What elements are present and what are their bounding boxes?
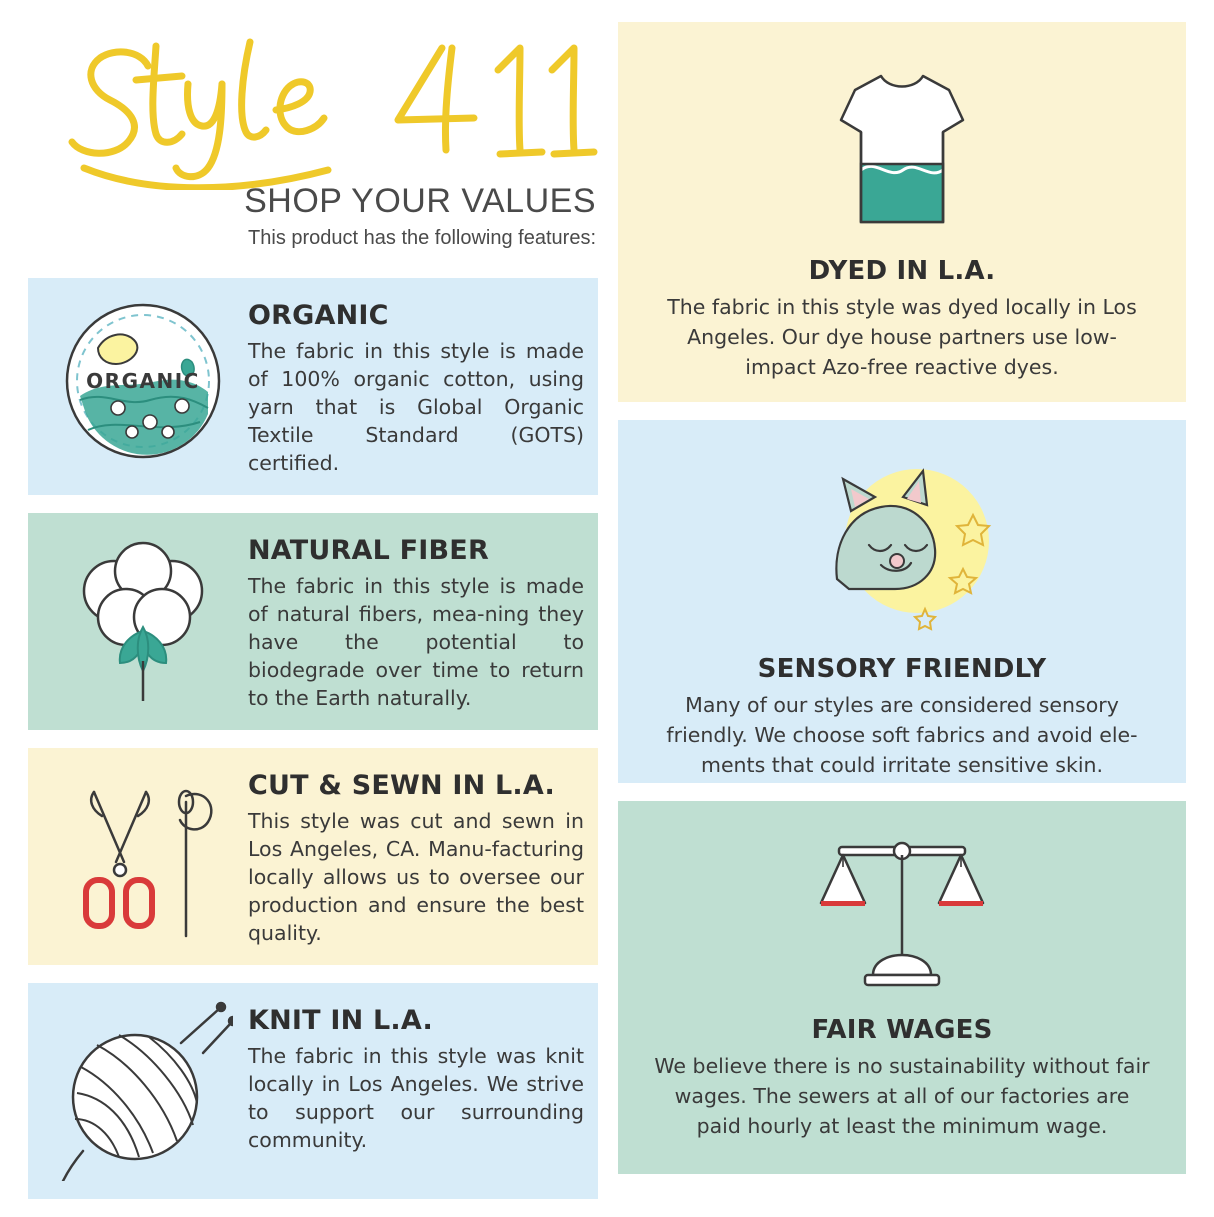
feature-card-organic: [28, 278, 598, 495]
header: [28, 0, 598, 250]
sleeping-cat-moon-icon: [652, 444, 1152, 644]
dyed-tshirt-icon: [652, 46, 1152, 246]
card-body: We believe there is no sustainability without fair wages. The sewers at all of our factories are paid hourly at least the minimum wage.: [654, 1054, 1150, 1138]
subtagline: This product has the following features:: [248, 227, 596, 249]
card-title: FAIR WAGES: [811, 1015, 993, 1045]
feature-card-fair-wages: [618, 801, 1186, 1174]
card-title: SENSORY FRIENDLY: [757, 654, 1047, 684]
yarn-ball-icon: [38, 1001, 248, 1181]
card-body: The fabric in this style was knit locally in Los Angeles. We strive to support our surrounding community.: [248, 1044, 584, 1152]
card-title: KNIT IN L.A.: [248, 1005, 433, 1036]
feature-card-dyed: [618, 22, 1186, 402]
card-text: [248, 296, 588, 477]
card-body: The fabric in this style is made of natural fibers, mea-ning they have the potential to biodegrade over time to return to the Earth naturally.: [248, 574, 584, 710]
cotton-boll-icon: [38, 531, 248, 706]
right-column: [618, 22, 1186, 1192]
card-body: The fabric in this style was dyed locally in Los Angeles. Our dye house partners use low-impact Azo-free reactive dyes.: [667, 295, 1137, 379]
card-title: ORGANIC: [248, 300, 389, 331]
card-body: Many of our styles are considered sensory friendly. We choose soft fabrics and avoid ele-ments that could irritate sensitive skin.: [666, 693, 1138, 777]
card-body: This style was cut and sewn in Los Angeles, CA. Manu-facturing locally allows us to oversee our production and ensure the best quality.: [248, 809, 584, 945]
scissors-needle-icon: [38, 766, 248, 946]
feature-card-cut-and-sewn: [28, 748, 598, 965]
organic-icon-label: ORGANIC: [86, 369, 200, 393]
organic-badge-icon: [38, 296, 248, 466]
card-title: NATURAL FIBER: [248, 535, 489, 566]
feature-card-natural-fiber: [28, 513, 598, 730]
card-text: [248, 766, 588, 947]
feature-card-sensory-friendly: [618, 420, 1186, 783]
feature-card-knit: [28, 983, 598, 1199]
card-title: DYED IN L.A.: [808, 256, 996, 286]
card-title: CUT & SEWN IN L.A.: [248, 770, 555, 801]
tagline: SHOP YOUR VALUES: [244, 182, 596, 220]
balance-scale-icon: [652, 825, 1152, 1005]
style-411-logo: [28, 18, 598, 188]
left-column: [28, 0, 598, 1217]
card-text: [248, 531, 588, 712]
card-text: [248, 1001, 588, 1154]
card-body: The fabric in this style is made of 100% organic cotton, using yarn that is Global Organic Textile Standard (GOTS) certified.: [248, 339, 584, 475]
logo-script-icon: [28, 18, 598, 190]
